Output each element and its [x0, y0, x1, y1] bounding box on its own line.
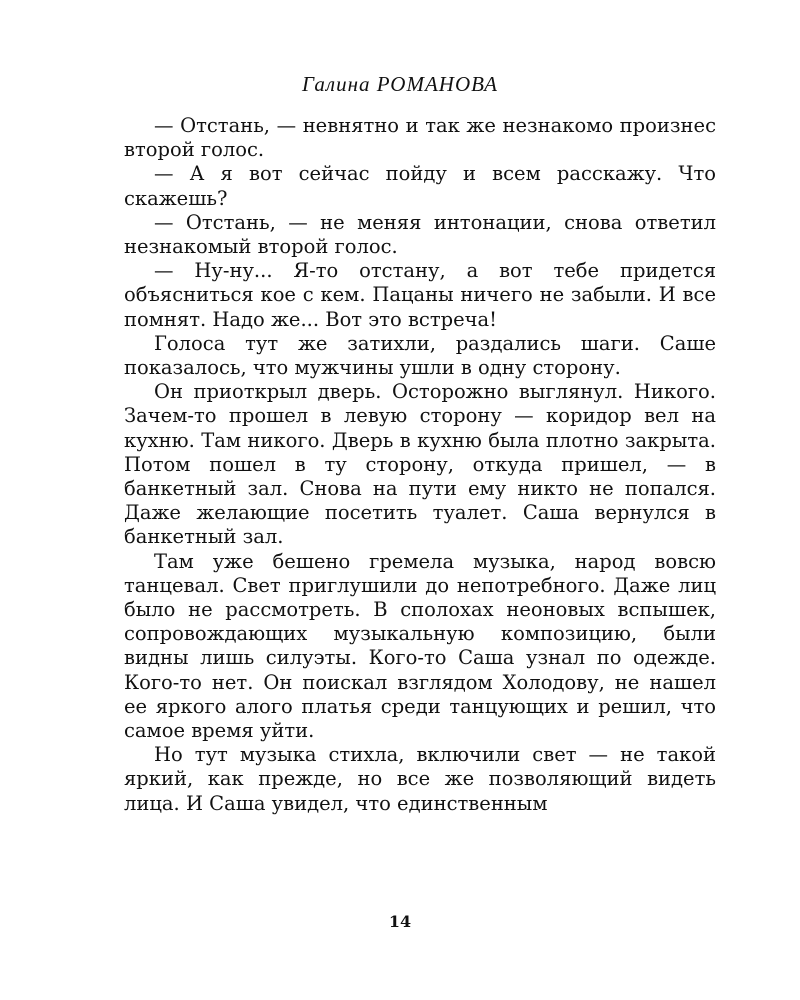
paragraph: Голоса тут же затихли, раздались шаги. Саше показалось, что мужчины ушли в одну сторону. — [124, 331, 716, 380]
page-number: 14 — [388, 912, 412, 931]
paragraph: — Ну-ну... Я-то отстану, а вот тебе придется объясниться кое с кем. Пацаны ничего не забыли. И все помнят. Надо же... Вот это встреча! — [124, 259, 716, 331]
paragraph: Он приоткрыл дверь. Осторожно выглянул. Никого. Зачем-то прошел в левую сторону — коридор вел на кухню. Там никого. Дверь в кухню была плотно закрыта. Потом пошел в ту сторону, откуда пришел, — в банкетный зал. Снова на пути ему никто не попался. Даже желающие посетить туалет. Саша вернулся в банкетный зал. — [124, 380, 716, 549]
paragraph: — Отстань, — не меняя интонации, снова ответил незнакомый второй голос. — [124, 210, 716, 259]
paragraph: Но тут музыка стихла, включили свет — не такой яркий, как прежде, но все же позволяющий видеть лица. И Саша увидел, что единственным — [124, 743, 716, 815]
paragraph: — А я вот сейчас пойду и всем расскажу. Что скажешь? — [124, 162, 716, 210]
paragraph: Там уже бешено гремела музыка, народ вовсю танцевал. Свет приглушили до непотребного. Даже лиц было не рассмотреть. В сполохах неоновых вспышек, сопровождающих музыкальную композицию, были видны лишь силуэты. Кого-то Саша узнал по одежде. Кого-то нет. Он поискал взглядом Холодову, не нашел ее яркого алого платья среди танцующих и решил, что самое время уйти. — [124, 549, 716, 743]
running-head-author: Галина РОМАНОВА — [302, 72, 498, 96]
page-body-text — [124, 114, 716, 816]
paragraph: — Отстань, — невнятно и так же незнакомо произнес второй голос. — [124, 114, 716, 162]
